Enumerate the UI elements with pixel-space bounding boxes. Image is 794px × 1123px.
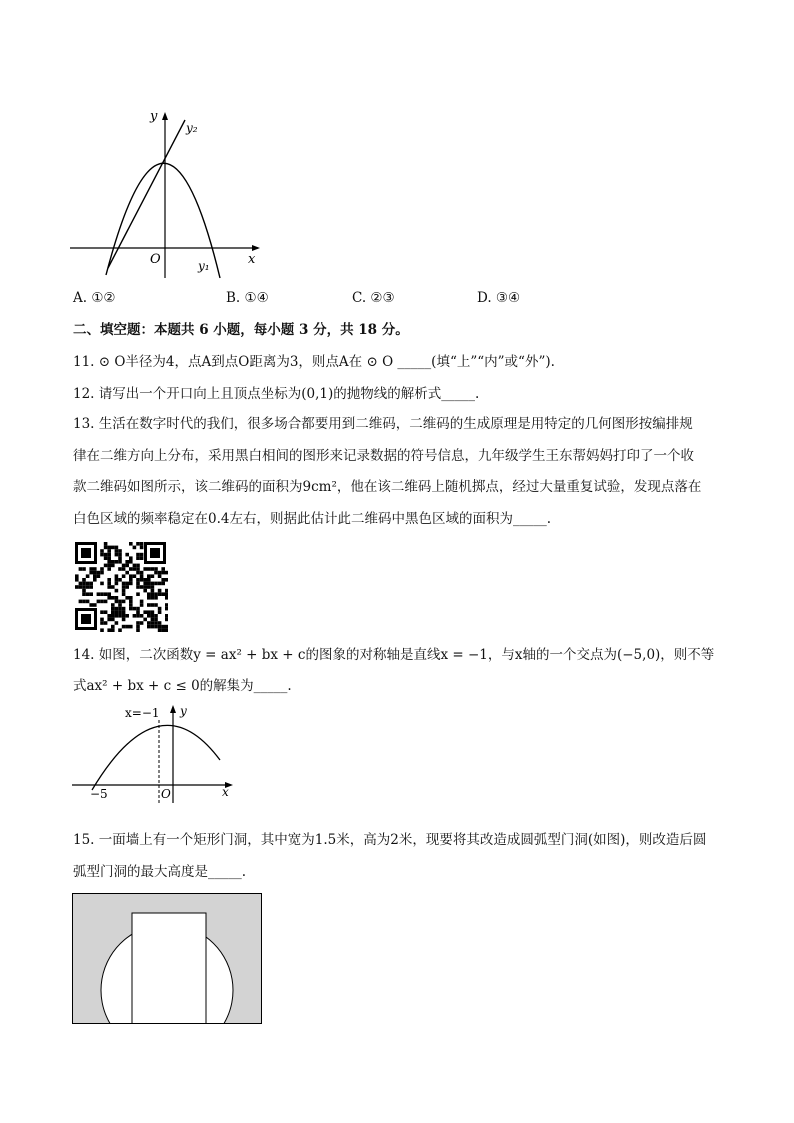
fig1-x-label: x bbox=[248, 252, 256, 267]
question-14-line-2: 式ax² + bx + c ≤ 0的解集为_____. bbox=[73, 678, 292, 694]
question-13-line-2: 律在二维方向上分布，采用黑白相间的图形来记录数据的符号信息，九年级学生王东帮妈妈打印了一个收 bbox=[73, 448, 694, 464]
question-11: 11. ⊙ O半径为4，点A到点O距离为3，则点A在 ⊙ O _____(填“上”“内”或“外”). bbox=[73, 354, 555, 370]
section-title: 二、填空题：本题共 6 小题，每小题 3 分，共 18 分。 bbox=[73, 322, 409, 338]
fig1-y1-label: y₁ bbox=[198, 259, 210, 273]
question-13-line-1: 13. 生活在数字时代的我们，很多场合都要用到二维码，二维码的生成原理是用特定的几何图形按编排规 bbox=[73, 416, 693, 432]
fig14-x-label: x bbox=[222, 785, 229, 799]
fig14-origin-label: O bbox=[161, 787, 171, 801]
fig14-y-label: y bbox=[180, 704, 187, 718]
figure-parabola-line bbox=[70, 100, 270, 280]
option-d: D. ③④ bbox=[477, 290, 521, 306]
qr-code-image bbox=[73, 540, 168, 632]
question-15-line-1: 15. 一面墙上有一个矩形门洞，其中宽为1.5米，高为2米，现要将其改造成圆弧型门洞(如图)，则改造后圆 bbox=[73, 832, 707, 848]
fig14-axis-of-symmetry-label: x=−1 bbox=[125, 706, 160, 720]
option-a: A. ①② bbox=[73, 290, 116, 306]
option-b: B. ①④ bbox=[226, 290, 269, 306]
fig1-y-label: y bbox=[150, 109, 158, 124]
fig14-minus5-label: −5 bbox=[90, 787, 108, 801]
figure-arch-door bbox=[72, 893, 263, 1025]
question-14-line-1: 14. 如图，二次函数y = ax² + bx + c的图象的对称轴是直线x = −1，与x轴的一个交点为(−5,0)，则不等 bbox=[73, 647, 715, 663]
question-15-line-2: 弧型门洞的最大高度是_____. bbox=[73, 864, 247, 880]
question-13-line-3: 款二维码如图所示，该二维码的面积为9cm²，他在该二维码上随机掷点，经过大量重复试验，发现点落在 bbox=[73, 479, 702, 495]
question-13-line-4: 白色区域的频率稳定在0.4左右，则据此估计此二维码中黑色区域的面积为_____. bbox=[73, 511, 552, 527]
fig1-origin-label: O bbox=[150, 252, 161, 267]
question-12: 12. 请写出一个开口向上且顶点坐标为(0,1)的抛物线的解析式_____. bbox=[73, 386, 480, 402]
figure-quadratic bbox=[70, 700, 240, 805]
fig1-y2-label: y₂ bbox=[186, 121, 198, 135]
option-c: C. ②③ bbox=[352, 290, 395, 306]
